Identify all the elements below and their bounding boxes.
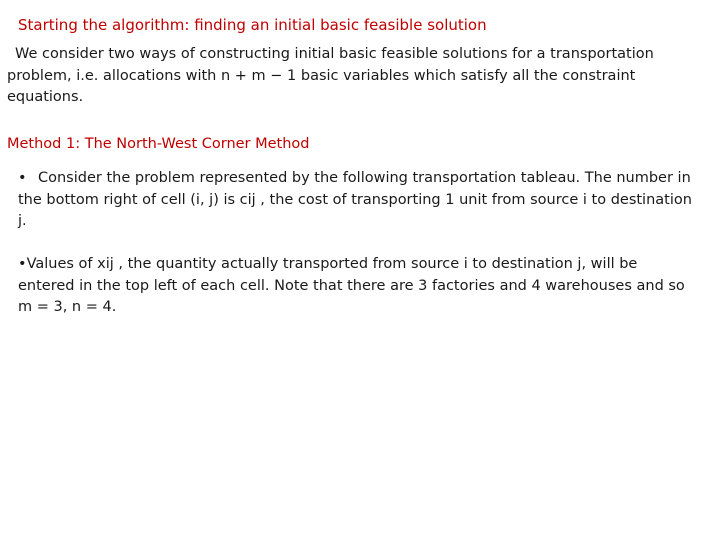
bullet-item (18, 254, 698, 319)
bullet-text: Values of xij , the quantity actually transported from source i to destination j, will be entered in the top left of each cell. Note that there are 3 factories and 4 warehouses and so m = 3, n = 4. (18, 256, 685, 315)
bullet-text: Consider the problem represented by the following transportation tableau. The number in the bottom right of cell (i, j) is cij , the cost of transporting 1 unit from source i to destination j. (18, 170, 692, 229)
intro-text: We consider two ways of constructing initial basic feasible solutions for a transportation problem, i.e. allocations with n + m − 1 basic variables which satisfy all the constraint equations. (7, 46, 654, 105)
bullet-marker: • (18, 170, 27, 186)
intro-paragraph (7, 44, 697, 109)
slide-title: Starting the algorithm: finding an initial basic feasible solution (18, 16, 487, 34)
bullet-item (18, 168, 698, 233)
method-heading: Method 1: The North-West Corner Method (7, 136, 310, 152)
bullet-marker: • (18, 256, 27, 272)
